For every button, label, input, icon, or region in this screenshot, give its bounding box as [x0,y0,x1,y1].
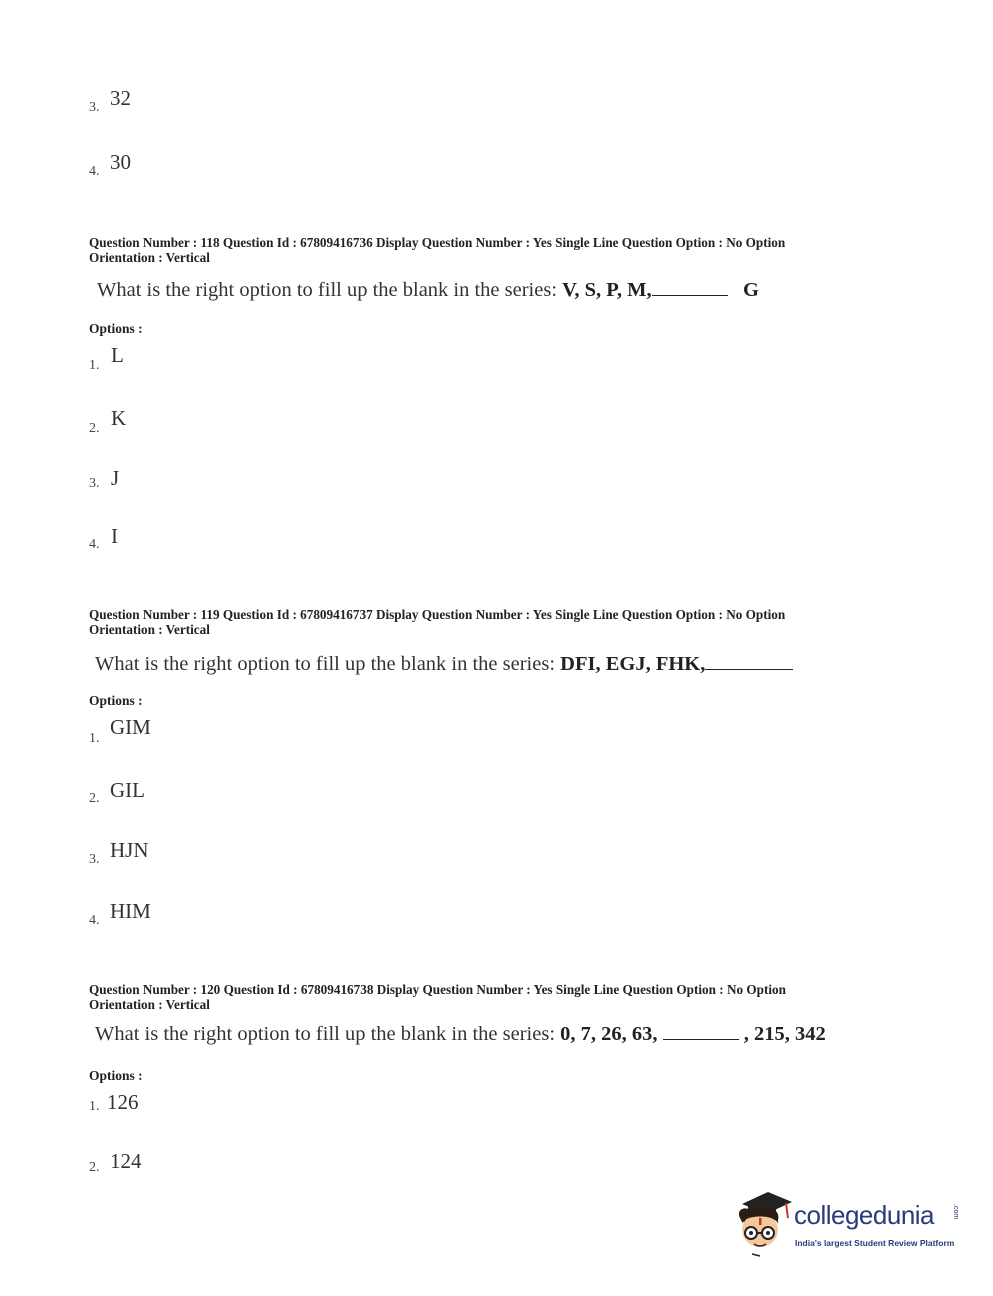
logo-wordmark: collegedunia [794,1200,935,1230]
option-number: 2. [89,421,100,436]
blank-line [705,668,793,670]
option-text: 32 [110,86,131,110]
option-number: 4. [89,164,100,179]
option-number: 2. [89,1160,100,1175]
options-label: Options : [89,1068,143,1083]
series-after: , 215, 342 [743,1023,826,1045]
meta-line-2: Orientation : Vertical [89,997,210,1012]
option-number: 1. [89,731,100,746]
option-text: K [111,406,127,430]
option-number: 1. [89,358,100,373]
option-text: I [111,524,118,548]
option-text: HIM [110,899,151,923]
series: V, S, P, M, [562,279,652,301]
option-number: 3. [89,100,100,115]
option-text: GIL [110,778,145,802]
option-number: 2. [89,791,100,806]
logo-tagline: India's largest Student Review Platform [795,1238,955,1248]
question-meta [89,607,889,637]
option-number: 1. [89,1099,100,1114]
option-text: HJN [110,838,149,862]
meta-line-2: Orientation : Vertical [89,250,210,265]
option-text: 30 [110,150,131,174]
option-number: 4. [89,537,100,552]
series: DFI, EGJ, FHK, [560,653,706,675]
option-number: 3. [89,852,100,867]
question-meta [89,982,889,1012]
option-number: 4. [89,913,100,928]
question-text: What is the right option to fill up the blank in the series: V, S, P, M, G [97,279,759,301]
meta-line-1: Question Number : 119 Question Id : 67809416737 Display Question Number : Yes Single Line Question Option : No Option [89,607,786,622]
option-text: J [111,466,120,490]
option-text: 126 [107,1090,139,1114]
option-text: 124 [110,1149,142,1173]
option-text: L [111,343,124,367]
blank-line [652,294,728,296]
meta-line-1: Question Number : 120 Question Id : 67809416738 Display Question Number : Yes Single Line Question Option : No Option [89,982,786,997]
options-label: Options : [89,693,143,708]
question-text: What is the right option to fill up the blank in the series: 0, 7, 26, 63, , 215, 342 [95,1023,826,1045]
series-after: G [742,279,759,301]
logo-suffix: .com [952,1204,959,1220]
blank-line [663,1038,739,1040]
mascot-graduate-icon [734,1188,792,1258]
collegedunia-logo [734,1188,964,1258]
option-number: 3. [89,476,100,491]
option-text: GIM [110,715,151,739]
series: 0, 7, 26, 63, [560,1023,658,1045]
options-label: Options : [89,321,143,336]
meta-line-2: Orientation : Vertical [89,622,210,637]
meta-line-1: Question Number : 118 Question Id : 67809416736 Display Question Number : Yes Single Line Question Option : No Option [89,235,786,250]
question-meta [89,235,889,265]
question-text: What is the right option to fill up the blank in the series: DFI, EGJ, FHK, [95,653,793,676]
